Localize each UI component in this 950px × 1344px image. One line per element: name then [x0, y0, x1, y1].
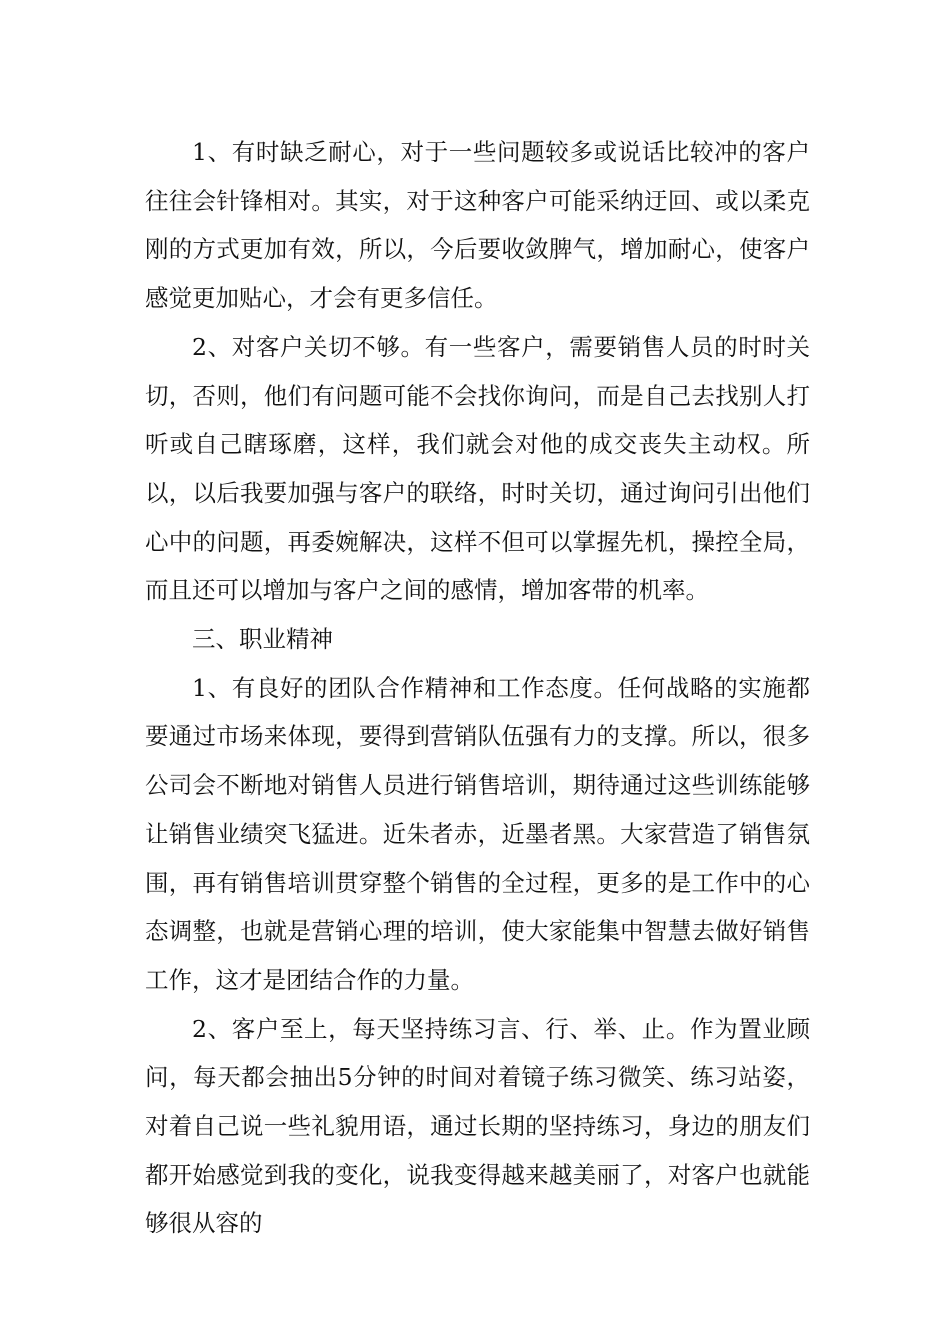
document-body: [145, 128, 810, 1248]
section-heading-professionalism: 三、职业精神: [192, 625, 333, 654]
paragraph-customer-care: 2、对客户关切不够。有一些客户，需要销售人员的时时关切，否则，他们有问题可能不会找你询问，而是自己去找别人打听或自己瞎琢磨，这样，我们就会对他的成交丧失主动权。所以，以后我要加强与客户的联络，时时关切，通过询问引出他们心中的问题，再委婉解决，这样不但可以掌握先机，操控全局，而且还可以增加与客户之间的感情，增加客带的机率。: [145, 332, 810, 605]
paragraph-patience: 1、有时缺乏耐心，对于一些问题较多或说话比较冲的客户往往会针锋相对。其实，对于这种客户可能采纳迂回、或以柔克刚的方式更加有效，所以，今后要收敛脾气，增加耐心，使客户感觉更加贴心，才会有更多信任。: [145, 138, 810, 313]
paragraph-customer-first: 2、客户至上，每天坚持练习言、行、举、止。作为置业顾问，每天都会抽出5分钟的时间对着镜子练习微笑、练习站姿，对着自己说一些礼貌用语，通过长期的坚持练习，身边的朋友们都开始感觉到我的变化，说我变得越来越美丽了，对客户也就能够很从容的: [145, 1014, 810, 1238]
paragraph-teamwork: 1、有良好的团队合作精神和工作态度。任何战略的实施都要通过市场来体现，要得到营销队伍强有力的支撑。所以，很多公司会不断地对销售人员进行销售培训，期待通过这些训练能够让销售业绩突飞猛进。近朱者赤，近墨者黑。大家营造了销售氛围，再有销售培训贯穿整个销售的全过程，更多的是工作中的心态调整，也就是营销心理的培训，使大家能集中智慧去做好销售工作，这才是团结合作的力量。: [145, 673, 810, 994]
